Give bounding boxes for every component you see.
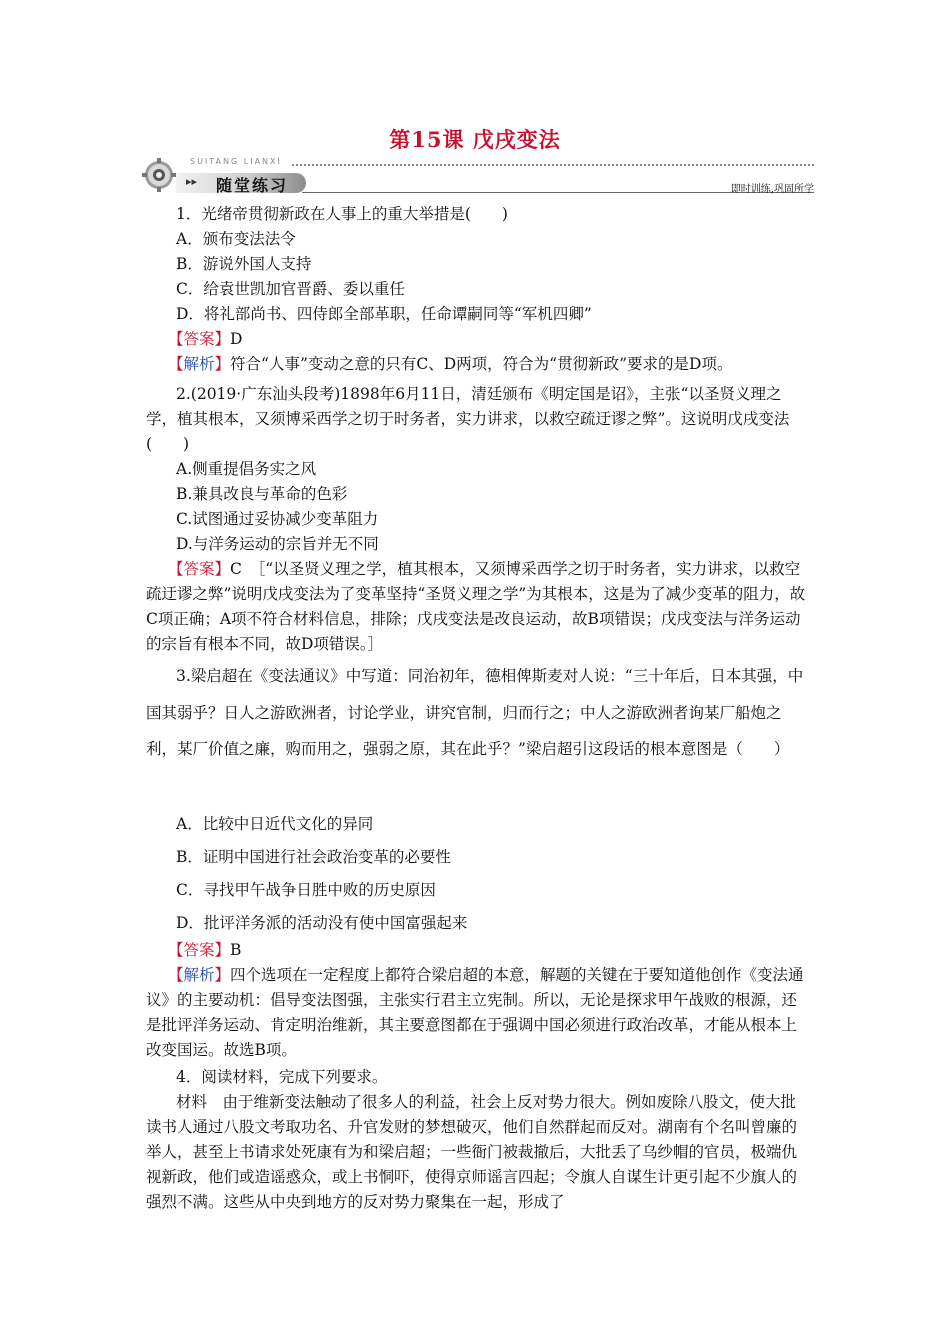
analysis-text: ［“以圣贤义理之学，植其根本，又须博采西学之切于时务者，实力讲求，以救空疏迂谬之弊”说明戊戌变法为了变革坚持“圣贤义理之学”为其根本，这是为了减少变革的阻力，故C项正确；A项不符合材料信息，排除；戊戌变法是改良运动，故B项错误；戊戌变法与洋务运动的宗旨有根本不同，故D项错误。］ — [146, 560, 806, 653]
option-d: D．将礼部尚书、四侍郎全部革职，任命谭嗣同等“军机四卿” — [176, 305, 592, 323]
analysis-text: 四个选项在一定程度上都符合梁启超的本意，解题的关键在于要知道他创作《变法通议》的主要动机：倡导变法图强，主张实行君主立宪制。所以，无论是探求甲午战败的根源，还是批评洋务运动、肯定明治维新，其主要意图都在于强调中国必须进行政治改革，才能从根本上改变国运。故选B项。 — [146, 966, 804, 1059]
banner-pinyin: SUITANG LIANXI — [190, 157, 282, 166]
option-b: B．证明中国进行社会政治变革的必要性 — [176, 848, 451, 866]
analysis-text: 符合“人事”变动之意的只有C、D两项，符合为“贯彻新政”要求的是D项。 — [230, 355, 733, 373]
analysis-line: 【解析】符合“人事”变动之意的只有C、D两项，符合为“贯彻新政”要求的是D项。 — [168, 355, 733, 373]
answer-line: 【答案】B — [168, 941, 242, 959]
option-c: C．寻找甲午战争日胜中败的历史原因 — [176, 881, 436, 899]
option-c: C．给袁世凯加官晋爵、委以重任 — [176, 280, 405, 298]
banner-label: 随堂练习 — [216, 176, 289, 195]
option-a: A．颁布变法法令 — [176, 230, 296, 248]
option-d: D．批评洋务派的活动没有使中国富强起来 — [176, 914, 468, 932]
answer-value: C — [230, 560, 242, 578]
question-3 — [146, 658, 806, 768]
question-3-answer — [146, 938, 806, 1063]
option-a: A.侧重提倡务实之风 — [176, 460, 317, 478]
material-text: 材料 由于维新变法触动了很多人的利益，社会上反对势力很大。例如废除八股文，使大批读书人通过八股文考取功名、升官发财的梦想破灭，他们自然群起而反对。湖南有个名叫曾廉的举人，甚至上书请求处死康有为和梁启超；一些衙门被裁撤后，大批丢了乌纱帽的官员，极端仇视新政，他们或造谣惑众，或上书恫吓，使得京师谣言四起；令旗人自谋生计更引起不少旗人的强烈不满。这些从中央到地方的反对势力聚集在一起，形成了 — [146, 1093, 798, 1211]
question-stem: 1．光绪帝贯彻新政在人事上的重大举措是( ) — [176, 205, 508, 223]
banner-tagline: 即时训练,巩固所学 — [730, 184, 814, 195]
gear-icon — [142, 158, 176, 192]
double-arrow-icon: ▸▸ — [186, 175, 198, 188]
answer-analysis: 【答案】C ［“以圣贤义理之学，植其根本，又须博采西学之切于时务者，实力讲求，以救空疏迂谬之弊”说明戊戌变法为了变革坚持“圣贤义理之学”为其根本，这是为了减少变革的阻力，故C项正确；A项不符合材料信息，排除；戊戌变法是改良运动，故B项错误；戊戌变法与洋务运动的宗旨有根本不同，故D项错误。］ — [146, 560, 806, 653]
question-stem: 4．阅读材料，完成下列要求。 — [176, 1068, 388, 1086]
analysis-line: 【解析】四个选项在一定程度上都符合梁启超的本意，解题的关键在于要知道他创作《变法通议》的主要动机：倡导变法图强，主张实行君主立宪制。所以，无论是探求甲午战败的根源，还是批评洋务运动、肯定明治维新，其主要意图都在于强调中国必须进行政治改革，才能从根本上改变国运。故选B项。 — [146, 966, 804, 1059]
banner-dotted-rule — [292, 164, 814, 166]
section-banner — [142, 156, 814, 196]
option-b: B．游说外国人支持 — [176, 255, 312, 273]
lesson-title: 第15课 戊戌变法 — [389, 127, 561, 152]
question-2 — [146, 382, 806, 657]
option-d: D.与洋务运动的宗旨并无不同 — [176, 535, 379, 553]
question-3-options — [146, 808, 806, 940]
answer-value: D — [230, 330, 243, 348]
option-c: C.试图通过妥协减少变革阻力 — [176, 510, 379, 528]
option-a: A．比较中日近代文化的异同 — [176, 815, 374, 833]
option-b: B.兼具改良与革命的色彩 — [176, 485, 348, 503]
answer-line: 【答案】D — [168, 330, 243, 348]
answer-value: B — [230, 941, 242, 959]
question-1 — [146, 202, 806, 377]
question-4 — [146, 1065, 806, 1215]
question-stem: 2.(2019·广东汕头段考)1898年6月11日，清廷颁布《明定国是诏》，主张“以圣贤义理之学，植其根本，又须博采西学之切于时务者，实力讲求，以救空疏迂谬之弊”。这说明戊戌变法( ) — [146, 385, 790, 453]
question-stem: 3.梁启超在《变法通议》中写道：同治初年，德相俾斯麦对人说：“三十年后，日本其强，中国其弱乎？日人之游欧洲者，讨论学业，讲究官制，归而行之；中人之游欧洲者询某厂船炮之利，某厂价值之廉，购而用之，强弱之原，其在此乎？”梁启超引这段话的根本意图是（ ） — [146, 667, 804, 758]
